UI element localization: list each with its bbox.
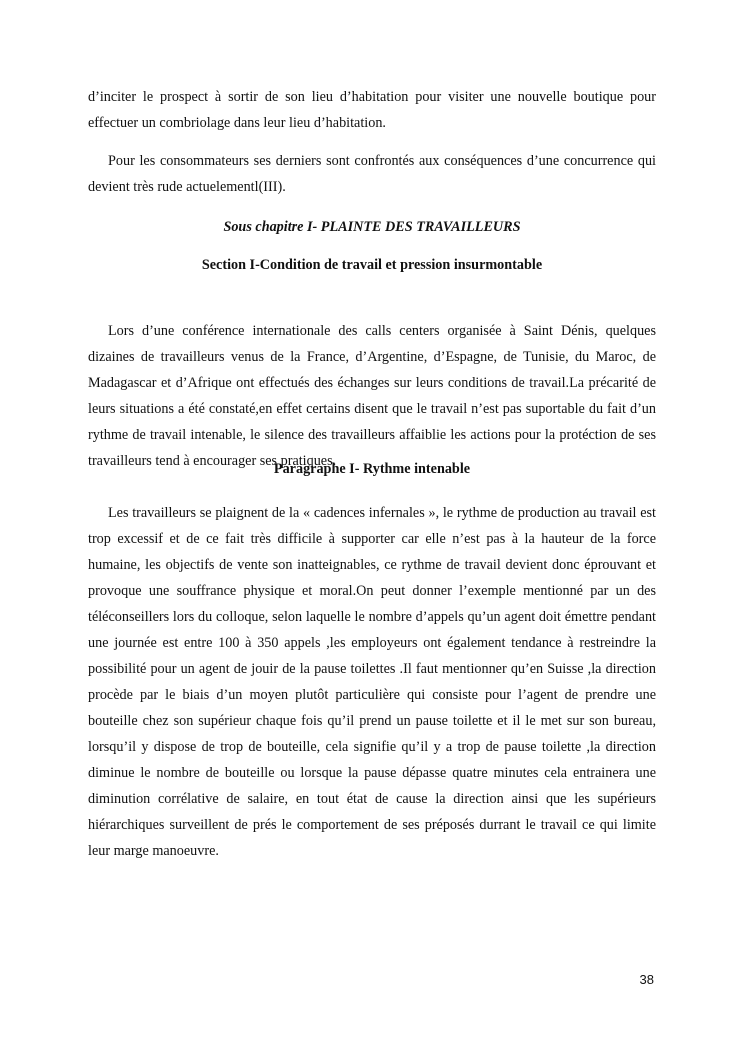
section-heading: Section I-Condition de travail et pression insurmontable (201, 257, 543, 273)
paragraph-working-pace: Les travailleurs se plaignent de la « cadences infernales », le rythme de production au travail est trop excessif et de ce fait très difficile à supporter car elle n’est pas à la hauteur de la force humaine, les objectifs de vente son inatteignables, ce rythme de travail devient donc éprouvant et provoque une souffrance physique et moral.On peut donner l’exemple mentionné par un des téléconseillers lors du colloque, selon laquelle le nombre d’appels qu’un agent doit émettre pendant une journée est entre 100 à 350 appels ,les employeurs ont également tendance à restreindre la possibilité pour un agent de jouir de la pause toilettes .Il faut mentionner qu’en Suisse ,la direction procède par le biais d’un moyen plutôt particulière qui consiste pour l’agent de prendre une bouteille chez son supérieur chaque fois qu’il prend un pause toilette et il le met sur son bureau, lorsqu’il y dispose de trop de bouteille, cela signifie qu’il y a trop de pause toilette ,la direction diminue le nombre de bouteille ou lorsque la pause dépasse quatre minutes cela entrainera une diminution corrélative de salaire, en tout état de cause la direction ainsi que les supérieurs hiérarchiques surveillent de prés le comportement de ses préposés durrant le travail ce qui limite leur marge manoeuvre. (88, 505, 656, 859)
paragraph-continuation: d’inciter le prospect à sortir de son lieu d’habitation pour visiter une nouvelle boutique pour effectuer un combriolage dans leur lieu d’habitation. (88, 89, 656, 131)
page-number: 38 (639, 972, 654, 987)
paragraph-consumers: Pour les consommateurs ses derniers sont confrontés aux conséquences d’une concurrence qui devient très rude actuelementl(III). (88, 153, 656, 195)
paragraph-conference: Lors d’une conférence internationale des calls centers organisée à Saint Dénis, quelques dizaines de travailleurs venus de la France, d’Argentine, d’Espagne, de Tunisie, du Maroc, de Madagascar et d’Afrique ont effectués des échanges sur leurs conditions de travail.La précarité de leurs situations a été constaté,en effet certains disent que le travail n’est pas suportable du fait d’un rythme de travail intenable, le silence des travailleurs affaiblie les actions pour la protéction de ses travailleurs tend à encourager ses pratiques. (88, 323, 656, 469)
chapter-heading: Sous chapitre I- PLAINTE DES TRAVAILLEURS (223, 219, 521, 235)
paragraph-heading: Paragraphe I- Rythme intenable (273, 461, 471, 477)
